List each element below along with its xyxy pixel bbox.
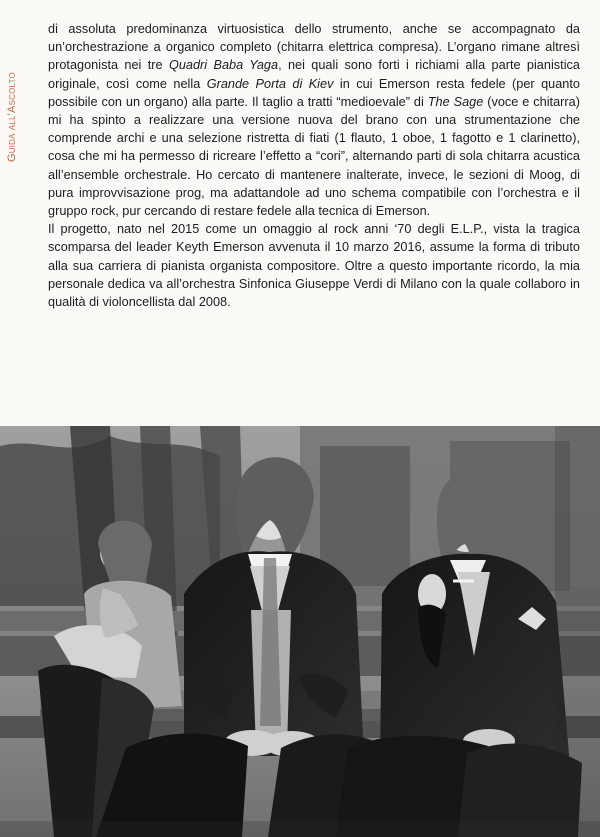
paragraph-1-italic-2: Grande Porta di Kiev <box>206 76 334 91</box>
band-photo-illustration <box>0 426 600 837</box>
paragraph-1-italic-1: Quadri Baba Yaga <box>168 58 279 73</box>
paragraph-1-part-2: , nei quali sono forti i richiami alla parte pianistica originale, così come nella <box>48 58 580 91</box>
paragraph-1-italic-3: The Sage <box>427 94 484 109</box>
paragraph-1-part-3: in cui Emerson resta fedele (per quanto possibile con un organo) alla parte. Il taglio a tratti “medioevale” di <box>48 76 580 109</box>
band-photo <box>0 426 600 837</box>
side-label-text: Guida all'Ascolto <box>6 72 18 162</box>
paragraph-2: Il progetto, nato nel 2015 come un omaggio al rock anni ‘70 degli E.L.P., vista la tragica scomparsa del leader Keyth Emerson avvenuta il 10 marzo 2016, assume la forma di tributo alla sua carriera di pianista organista compositore. Oltre a questo importante ricordo, la mia personale dedica va all’orchestra Sinfonica Giuseppe Verdi di Milano con la quale collaboro in qualità di violoncellista dal 2008. <box>48 222 580 310</box>
paragraph-1-part-1: di assoluta predominanza virtuosistica dello strumento, anche se accompagnato da un’orchestrazione a organico completo (chitarra elettrica compresa). L’organo rimane altresì protagonista nei tre <box>48 22 580 73</box>
paragraph-1-part-4: (voce e chitarra) mi ha spinto a realizzare una versione nuova del brano con una strumentazione che comprende archi e una selezione ristretta di fiati (1 flauto, 1 oboe, 1 fagotto e 1 clarinetto), cosa che mi ha permesso di ricreare l’effetto a “cori”, alternando parti di sola chitarra acustica all’ensemble orchestrale. Ho cercato di mantenere inalterate, invece, le sezioni di Moog, di pura improvvisazione prog, ma adattandole ad uno schema compatibile con l’orchestra e il gruppo rock, pur cercando di restare fedele alla tecnica di Emerson. <box>48 94 580 219</box>
article-text-block <box>48 20 580 346</box>
side-section-label <box>6 22 22 162</box>
paragraph-1 <box>48 20 580 220</box>
